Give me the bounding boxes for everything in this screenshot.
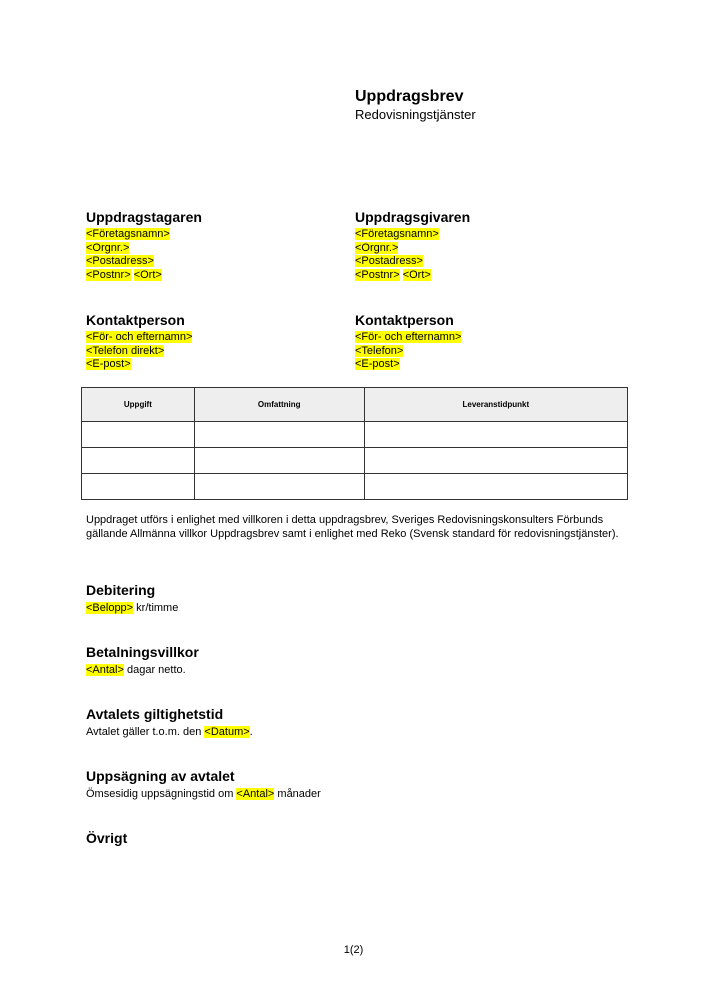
uppdragstagaren-postnr: <Postnr> bbox=[86, 268, 131, 281]
table-header-omfattning: Omfattning bbox=[194, 388, 364, 422]
table-cell[interactable] bbox=[364, 474, 627, 500]
table-header-row bbox=[82, 388, 628, 422]
ovrigt-heading: Övrigt bbox=[86, 830, 128, 846]
uppdragstagaren-orgnr: <Orgnr.> bbox=[86, 241, 130, 254]
uppdragstagaren-postal-address: <Postadress> bbox=[86, 255, 154, 268]
debitering-section bbox=[86, 581, 626, 615]
table-row bbox=[82, 474, 628, 500]
betalningsvillkor-heading: Betalningsvillkor bbox=[86, 644, 199, 660]
contact-right-phone: <Telefon> bbox=[355, 344, 404, 357]
debitering-heading: Debitering bbox=[86, 582, 156, 598]
contact-left-block bbox=[86, 311, 346, 372]
uppsagning-heading: Uppsägning av avtalet bbox=[86, 768, 235, 784]
uppdragstagaren-block bbox=[86, 208, 346, 282]
betalningsvillkor-suffix: dagar netto. bbox=[123, 664, 186, 676]
giltighetstid-heading: Avtalets giltighetstid bbox=[86, 706, 224, 722]
table-cell[interactable] bbox=[194, 448, 364, 474]
debitering-amount-placeholder: <Belopp> bbox=[86, 602, 134, 614]
table-cell[interactable] bbox=[194, 474, 364, 500]
table-header-uppgift: Uppgift bbox=[82, 388, 195, 422]
contact-right-block bbox=[355, 311, 615, 372]
table-cell[interactable] bbox=[364, 448, 627, 474]
document-header bbox=[355, 87, 476, 123]
contact-left-phone: <Telefon direkt> bbox=[86, 344, 165, 357]
uppdragsgivaren-postnr: <Postnr> bbox=[355, 268, 400, 281]
giltighetstid-suffix: . bbox=[249, 726, 253, 738]
uppdragstagaren-heading: Uppdragstagaren bbox=[86, 209, 202, 225]
document-subtitle: Redovisningstjänster bbox=[355, 107, 476, 122]
table-row bbox=[82, 422, 628, 448]
document-title: Uppdragsbrev bbox=[355, 88, 464, 105]
contact-left-heading: Kontaktperson bbox=[86, 312, 185, 328]
uppdragsgivaren-company: <Företagsnamn> bbox=[355, 228, 439, 240]
uppdragsgivaren-postal-address: <Postadress> bbox=[355, 255, 423, 268]
uppdragstagaren-city: <Ort> bbox=[133, 268, 162, 281]
contact-right-name: <För- och efternamn> bbox=[355, 331, 462, 343]
uppdragsgivaren-orgnr: <Orgnr.> bbox=[355, 241, 399, 254]
table-cell[interactable] bbox=[82, 422, 195, 448]
giltighetstid-section bbox=[86, 705, 626, 739]
contact-left-name: <För- och efternamn> bbox=[86, 331, 193, 343]
tasks-table bbox=[81, 387, 628, 500]
table-cell[interactable] bbox=[82, 474, 195, 500]
debitering-suffix: kr/timme bbox=[133, 602, 179, 614]
table-cell[interactable] bbox=[82, 448, 195, 474]
giltighetstid-prefix: Avtalet gäller t.o.m. den bbox=[86, 726, 205, 738]
table-cell[interactable] bbox=[194, 422, 364, 448]
contact-right-heading: Kontaktperson bbox=[355, 312, 454, 328]
intro-paragraph: Uppdraget utförs i enlighet med villkoren i detta uppdragsbrev, Sveriges Redovisningskonsulters Förbunds gällande Allmänna villkor Uppdragsbrev samt i enlighet med Reko (Svensk standard för redovisningstjänster). bbox=[86, 514, 619, 540]
contact-right-email: <E-post> bbox=[355, 358, 400, 371]
giltighetstid-date-placeholder: <Datum> bbox=[204, 726, 250, 738]
ovrigt-section bbox=[86, 829, 626, 847]
table-row bbox=[82, 448, 628, 474]
uppdragsgivaren-block bbox=[355, 208, 615, 282]
uppsagning-section bbox=[86, 767, 626, 801]
table-cell[interactable] bbox=[364, 422, 627, 448]
uppsagning-suffix: månader bbox=[274, 788, 321, 800]
table-header-leveranstidpunkt: Leveranstidpunkt bbox=[364, 388, 627, 422]
contact-left-email: <E-post> bbox=[86, 358, 131, 371]
uppsagning-months-placeholder: <Antal> bbox=[236, 788, 275, 800]
betalningsvillkor-days-placeholder: <Antal> bbox=[86, 664, 124, 676]
page-number: 1(2) bbox=[343, 944, 364, 956]
uppdragsgivaren-city: <Ort> bbox=[402, 268, 431, 281]
uppsagning-prefix: Ömsesidig uppsägningstid om bbox=[86, 788, 237, 800]
uppdragstagaren-company: <Företagsnamn> bbox=[86, 228, 170, 240]
uppdragsgivaren-heading: Uppdragsgivaren bbox=[355, 209, 471, 225]
betalningsvillkor-section bbox=[86, 643, 626, 677]
